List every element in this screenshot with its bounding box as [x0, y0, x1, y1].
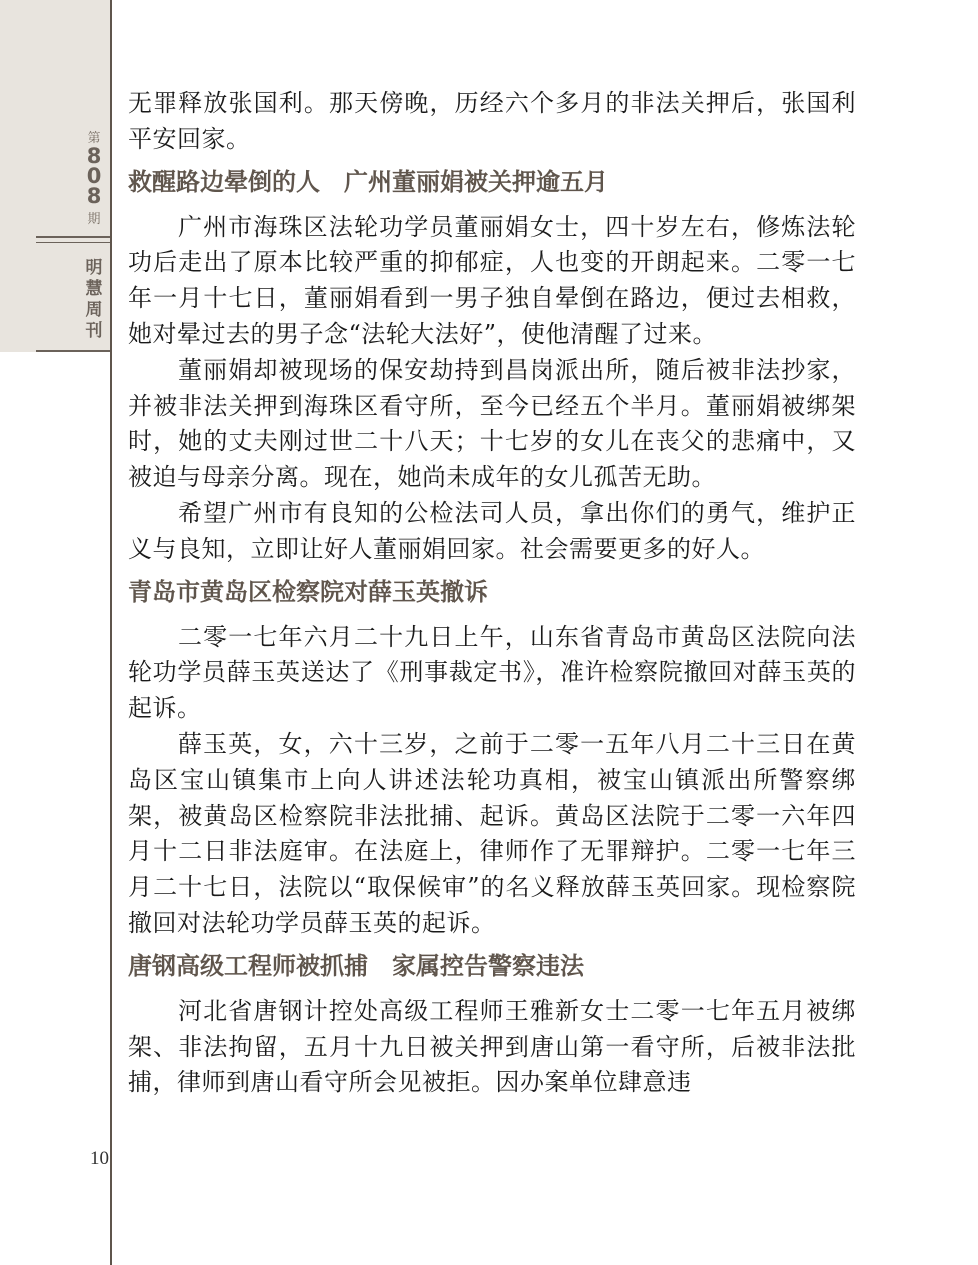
paragraph: 无罪释放张国利。那天傍晚，历经六个多月的非法关押后，张国利平安回家。	[128, 89, 856, 153]
margin-rule	[110, 0, 112, 1265]
issue-digit: 8	[86, 184, 102, 208]
paragraph: 广州市海珠区法轮功学员董丽娟女士，四十岁左右，修炼法轮功后走出了原本比较严重的抑郁症，人也变的开朗起来。二零一七年一月十七日，董丽娟看到一男子独自晕倒在路边，便过去相救，她对晕过去的男子念“法轮大法好”，使他清醒了过来。	[128, 212, 856, 348]
paragraph: 薛玉英，女，六十三岁，之前于二零一五年八月二十三日在黄岛区宝山镇集市上向人讲述法轮功真相，被宝山镇派出所警察绑架，被黄岛区检察院非法批捕、起诉。黄岛区法院于二零一六年四月十二日非法庭审。在法庭上，律师作了无罪辩护。二零一七年三月二十七日，法院以“取保候审”的名义释放薛玉英回家。现检察院撤回对法轮功学员薛玉英的起诉。	[128, 729, 856, 937]
issue-digit: 0	[86, 164, 102, 188]
article-heading: 唐钢高级工程师被抓捕 家属控告警察违法	[128, 951, 584, 980]
article-heading: 青岛市黄岛区检察院对薛玉英撤诉	[128, 577, 488, 606]
magazine-name-char: 刊	[85, 321, 103, 341]
magazine-name	[84, 258, 104, 342]
sidebar-divider	[36, 236, 110, 238]
article-heading: 救醒路边晕倒的人 广州董丽娟被关押逾五月	[128, 167, 608, 196]
magazine-name-char: 慧	[85, 279, 103, 299]
sidebar-divider-thin	[36, 242, 110, 243]
issue-prefix: 第	[87, 131, 101, 146]
page-number: 10	[90, 1148, 109, 1169]
sidebar-bottom-rule	[36, 350, 110, 352]
issue-number	[84, 146, 104, 206]
issue-suffix: 期	[87, 212, 101, 227]
article-body	[128, 86, 856, 1101]
paragraph: 二零一七年六月二十九日上午，山东省青岛市黄岛区法院向法轮功学员薛玉英送达了《刑事裁定书》，准许检察院撤回对薛玉英的起诉。	[128, 622, 856, 723]
magazine-name-char: 明	[85, 258, 103, 278]
paragraph: 希望广州市有良知的公检法司人员，拿出你们的勇气，维护正义与良知，立即让好人董丽娟回家。社会需要更多的好人。	[128, 498, 856, 563]
paragraph: 董丽娟却被现场的保安劫持到昌岗派出所，随后被非法抄家，并被非法关押到海珠区看守所，至今已经五个半月。董丽娟被绑架时，她的丈夫刚过世二十八天；十七岁的女儿在丧父的悲痛中，又被迫与母亲分离。现在，她尚未成年的女儿孤苦无助。	[128, 355, 856, 492]
issue-digit: 8	[86, 144, 102, 168]
paragraph: 河北省唐钢计控处高级工程师王雅新女士二零一七年五月被绑架、非法拘留，五月十九日被关押到唐山第一看守所，后被非法批捕，律师到唐山看守所会见被拒。因办案单位肆意违	[128, 996, 856, 1097]
magazine-name-char: 周	[85, 300, 103, 320]
